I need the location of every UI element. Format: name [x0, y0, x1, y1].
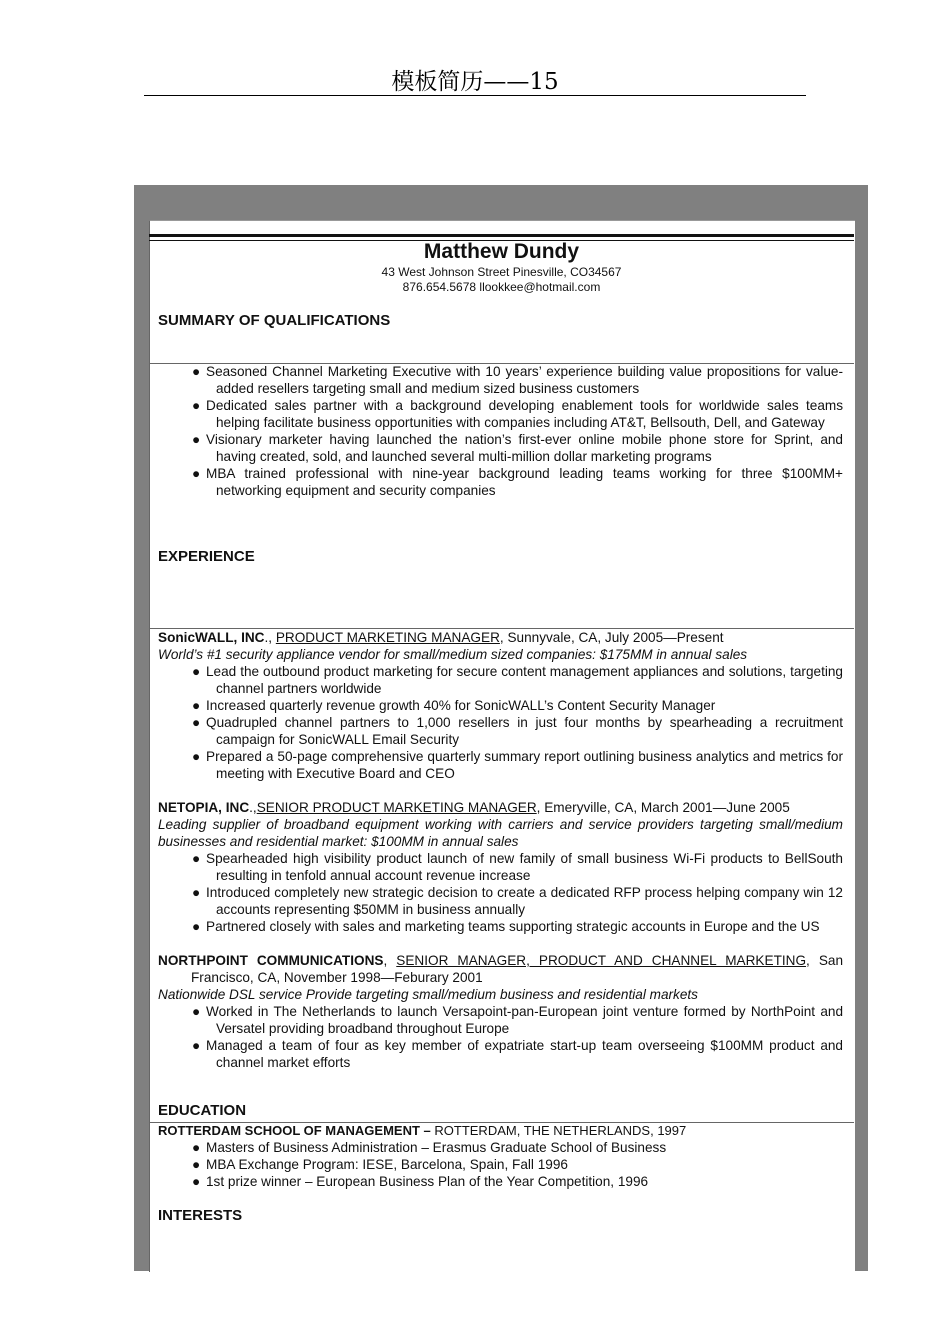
experience-section: [158, 629, 843, 1071]
list-item: ● Prepared a 50-page comprehensive quarterly summary report outlining business analytics and metrics for meeting with Executive Board and CEO: [192, 749, 843, 781]
experience-heading: EXPERIENCE: [158, 548, 255, 565]
candidate-name: Matthew Dundy: [423, 240, 580, 263]
title-underline: [144, 95, 806, 96]
phone-email: 876.654.5678 llookkee@hotmail.com: [402, 280, 601, 294]
list-item: ● Dedicated sales partner with a background developing enablement tools for worldwide sales teams helping facilitate business opportunities with companies including AT&T, Bellsouth, Dell, and Gateway: [192, 398, 843, 430]
bullet-icon: ●: [192, 664, 201, 679]
address: 43 West Johnson Street Pinesville, CO34567: [381, 265, 622, 279]
school-header: [158, 1122, 843, 1139]
bullet-icon: ●: [192, 1157, 201, 1172]
job-netopia: [158, 799, 843, 935]
job-bullets: [158, 850, 843, 935]
job-header: SonicWALL, INC., PRODUCT MARKETING MANAGER, Sunnyvale, CA, July 2005—Present: [158, 630, 724, 645]
bullet-icon: ●: [192, 364, 201, 379]
list-item: ● Introduced completely new strategic decision to create a dedicated RFP process helping company win 12 accounts representing $50MM in business annually: [192, 885, 843, 917]
bullet-icon: ●: [192, 1038, 201, 1053]
list-item: ● Worked in The Netherlands to launch Versapoint-pan-European joint venture formed by NorthPoint and Versatel providing broadband throughout Europe: [192, 1004, 843, 1036]
company-tagline: Nationwide DSL service Provide targeting small/medium business and residential markets: [158, 987, 698, 1002]
bullet-icon: ●: [192, 466, 201, 481]
education-bullets: [158, 1139, 843, 1190]
bullet-icon: ●: [192, 885, 201, 900]
bullet-icon: ●: [192, 851, 201, 866]
list-item: ● MBA Exchange Program: IESE, Barcelona, Spain, Fall 1996: [192, 1157, 568, 1172]
job-location-dates: , Sunnyvale, CA, July 2005—Present: [499, 630, 724, 645]
bullet-icon: ●: [192, 398, 201, 413]
school-location-year: ROTTERDAM, THE NETHERLANDS, 1997: [434, 1123, 687, 1138]
bullet-icon: ●: [192, 1174, 201, 1189]
list-item: ● Partnered closely with sales and marketing teams supporting strategic accounts in Europe and the US: [192, 919, 820, 934]
company-name: NORTHPOINT COMMUNICATIONS: [158, 953, 384, 968]
bullet-icon: ●: [192, 715, 201, 730]
job-title: SENIOR MANAGER, PRODUCT AND CHANNEL MARKETING: [396, 953, 807, 968]
education-section: [158, 1122, 843, 1190]
list-item: ● Seasoned Channel Marketing Executive with 10 years’ experience building value propositions for value-added resellers targeting small and medium sized business customers: [192, 364, 843, 396]
list-item: ● Lead the outbound product marketing for secure content management appliances and solutions, targeting channel partners worldwide: [192, 664, 843, 696]
bullet-icon: ●: [192, 919, 201, 934]
list-item: ● Visionary marketer having launched the nation’s first-ever online mobile phone store for Sprint, and having created, sold, and launched several multi-million dollar marketing programs: [192, 432, 843, 464]
job-location-dates: , San Francisco, CA, November 1998—Feburary 2001: [191, 953, 844, 985]
bullet-icon: ●: [192, 698, 201, 713]
school-name: ROTTERDAM SCHOOL OF MANAGEMENT –: [158, 1123, 435, 1138]
job-header: NORTHPOINT COMMUNICATIONS, SENIOR MANAGER, PRODUCT AND CHANNEL MARKETING, San Francisco, CA, November 1998—Feburary 2001: [158, 953, 844, 985]
list-item: ● MBA trained professional with nine-year background leading teams working for three $100MM+ networking equipment and security companies: [192, 466, 843, 498]
list-item: ● Managed a team of four as key member of expatriate start-up team overseeing $100MM product and channel market efforts: [192, 1038, 843, 1070]
list-item: ● Quadrupled channel partners to 1,000 resellers in just four months by spearheading a recruitment campaign for SonicWALL Email Security: [192, 715, 843, 747]
bullet-icon: ●: [192, 432, 201, 447]
job-location-dates: , Emeryville, CA, March 2001—June 2005: [536, 800, 790, 815]
list-item: ● Spearheaded high visibility product launch of new family of small business Wi-Fi products to BellSouth resulting in tenfold annual account revenue increase: [192, 851, 843, 883]
page-title: 模板简历——15: [391, 69, 559, 95]
education-heading: EDUCATION: [158, 1102, 247, 1119]
summary-section: [158, 363, 843, 499]
bullet-icon: ●: [192, 749, 201, 764]
job-header: NETOPIA, INC.,SENIOR PRODUCT MARKETING MANAGER, Emeryville, CA, March 2001—June 2005: [158, 800, 790, 815]
bullet-icon: ●: [192, 1004, 201, 1019]
summary-heading: SUMMARY OF QUALIFICATIONS: [158, 312, 391, 329]
company-tagline: Leading supplier of broadband equipment working with carriers and service providers targeting small/medium businesses and residential market: $100MM in annual sales: [158, 817, 843, 849]
job-bullets: [158, 1003, 843, 1071]
interests-heading: INTERESTS: [158, 1207, 243, 1224]
job-sonicwall: [158, 629, 843, 782]
job-northpoint: [158, 952, 843, 1071]
company-name: NETOPIA, INC: [158, 800, 250, 815]
company-name: SonicWALL, INC: [158, 630, 265, 645]
job-title: PRODUCT MARKETING MANAGER: [275, 630, 500, 645]
list-item: ● 1st prize winner – European Business Plan of the Year Competition, 1996: [192, 1174, 649, 1189]
job-bullets: [158, 663, 843, 782]
summary-list: [158, 363, 843, 499]
job-title: SENIOR PRODUCT MARKETING MANAGER: [256, 800, 537, 815]
company-tagline: World’s #1 security appliance vendor for small/medium sized companies: $175MM in annual sales: [158, 647, 748, 662]
header-rule-thick: [149, 234, 854, 237]
list-item: ● Masters of Business Administration – Erasmus Graduate School of Business: [192, 1140, 667, 1155]
bullet-icon: ●: [192, 1140, 201, 1155]
list-item: ● Increased quarterly revenue growth 40% for SonicWALL’s Content Security Manager: [192, 698, 716, 713]
